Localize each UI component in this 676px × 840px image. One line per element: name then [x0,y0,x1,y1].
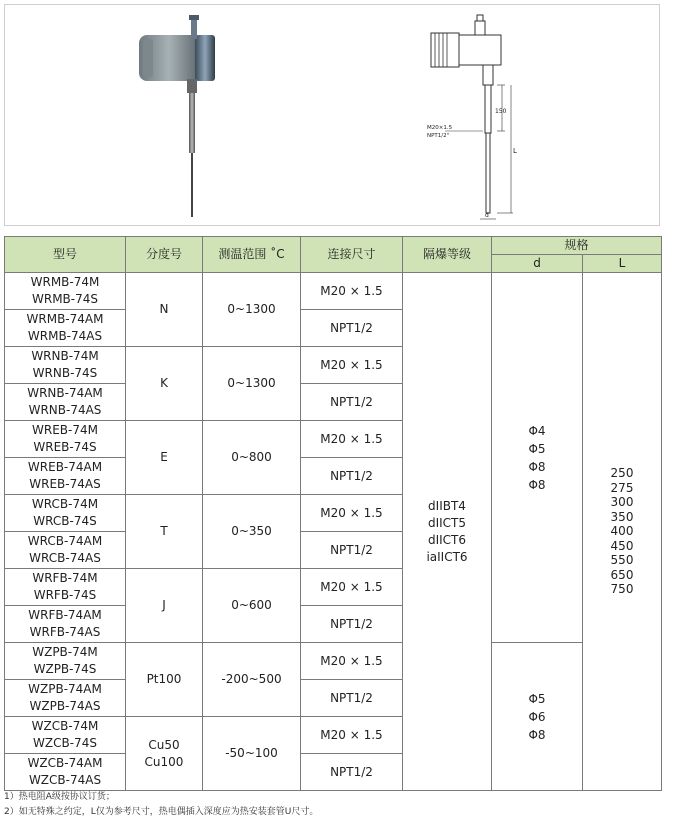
length-value: 350 [610,509,634,524]
model-cell [5,717,126,754]
model-name: WRCB-74M [31,497,99,511]
range-cell: -200~500 [203,643,301,717]
model-name: WZCB-74AS [28,773,102,787]
header-connection: 连接尺寸 [301,237,403,273]
length-value: 275 [610,480,634,495]
model-name: WRFB-74AS [29,625,101,639]
model-name: WRNB-74M [31,349,99,363]
length-value: 650 [610,567,634,582]
header-explosion: 隔爆等级 [403,237,492,273]
model-cell [5,643,126,680]
model-name: WRNB-74S [32,366,98,380]
model-name: WRMB-74S [31,292,98,306]
model-name: WRNB-74AS [28,403,102,417]
model-cell [5,680,126,717]
graduation-cell: N [126,273,203,347]
dim-d: d [485,212,489,219]
thread-npt: NPT1/2" [427,133,450,139]
graduation-line: Cu100 [144,754,184,769]
model-name: WREB-74AM [27,460,103,474]
dimension-drawing [425,13,535,225]
model-cell [5,273,126,310]
dim-L: L [513,147,517,155]
connection-cell: M20 × 1.5 [301,569,403,606]
model-cell [5,347,126,384]
range-cell: 0~600 [203,569,301,643]
connection-cell: NPT1/2 [301,384,403,421]
model-name: WRMB-74AM [26,312,104,326]
header-d: d [492,255,583,273]
diameter-value: Φ4 [528,423,546,438]
connection-cell: NPT1/2 [301,680,403,717]
model-name: WRCB-74S [33,514,97,528]
graduation-cell: E [126,421,203,495]
length-cell [583,273,662,791]
diameter-cell-thermocouple [492,273,583,643]
model-name: WRFB-74AM [28,608,102,622]
product-image-panel [4,4,660,226]
model-name: WZPB-74M [32,645,98,659]
graduation-cell [126,717,203,791]
length-value: 750 [610,582,634,597]
graduation-cell: Pt100 [126,643,203,717]
diameter-value: Φ5 [528,691,546,706]
diameter-cell-rtd [492,643,583,791]
diameter-value: Φ5 [528,441,546,456]
table-row [5,643,662,680]
model-cell [5,606,126,643]
range-cell: 0~1300 [203,273,301,347]
range-cell: -50~100 [203,717,301,791]
diameter-value: Φ8 [528,727,546,742]
model-cell [5,532,126,569]
header-graduation: 分度号 [126,237,203,273]
note-2: 2）如无特殊之约定，L仅为参考尺寸，热电偶插入深度应为热安装套管U尺寸。 [4,807,319,817]
model-cell [5,458,126,495]
model-name: WZCB-74AM [27,756,103,770]
model-name: WREB-74S [33,440,97,454]
explosion-grade-cell [403,273,492,791]
spec-table [4,236,662,791]
diameter-value: Φ6 [528,709,546,724]
graduation-cell: T [126,495,203,569]
model-name: WZCB-74M [31,719,99,733]
connection-cell: M20 × 1.5 [301,495,403,532]
dim-150: 150 [495,108,507,115]
model-cell [5,754,126,791]
length-value: 400 [610,524,634,539]
connection-cell: M20 × 1.5 [301,273,403,310]
model-cell [5,421,126,458]
model-name: WRMB-74M [30,275,100,289]
connection-cell: M20 × 1.5 [301,643,403,680]
diameter-value: Φ8 [528,477,546,492]
note-1: 1）热电阻A级按协议订货； [4,792,115,802]
connection-cell: NPT1/2 [301,606,403,643]
connection-cell: NPT1/2 [301,458,403,495]
graduation-line: Cu50 [148,737,180,752]
model-name: WZPB-74AM [28,682,102,696]
header-range: 测温范围 ˚C [203,237,301,273]
model-name: WZPB-74S [33,662,97,676]
diameter-value: Φ8 [528,459,546,474]
model-name: WRCB-74AS [29,551,101,565]
connection-cell: NPT1/2 [301,754,403,791]
model-name: WRNB-74AM [27,386,103,400]
length-value: 550 [610,553,634,568]
model-name: WRFB-74S [33,588,97,602]
product-photo [135,13,245,223]
graduation-cell: K [126,347,203,421]
length-value: 450 [610,538,634,553]
model-name: WRFB-74M [32,571,98,585]
model-name: WRCB-74AM [27,534,103,548]
model-cell [5,569,126,606]
range-cell: 0~350 [203,495,301,569]
connection-cell: M20 × 1.5 [301,347,403,384]
connection-cell: NPT1/2 [301,532,403,569]
explosion-grade: dIIBT4 [428,498,466,513]
range-cell: 0~800 [203,421,301,495]
range-cell: 0~1300 [203,347,301,421]
connection-cell: M20 × 1.5 [301,717,403,754]
model-name: WREB-74AS [29,477,101,491]
model-cell [5,495,126,532]
model-cell [5,384,126,421]
explosion-grade: iaIICT6 [426,549,468,564]
length-value: 250 [610,466,634,481]
model-name: WREB-74M [32,423,98,437]
header-model: 型号 [5,237,126,273]
connection-cell: NPT1/2 [301,310,403,347]
model-name: WRMB-74AS [27,329,103,343]
length-value: 300 [610,495,634,510]
thread-m: M20×1.5 [427,125,453,131]
connection-cell: M20 × 1.5 [301,421,403,458]
explosion-grade: dIICT6 [427,532,467,547]
model-name: WZCB-74S [33,736,97,750]
header-L: L [583,255,662,273]
explosion-grade: dIICT5 [427,515,467,530]
header-spec: 规格 [492,237,662,255]
graduation-cell: J [126,569,203,643]
notes [4,790,318,820]
table-row [5,273,662,310]
model-cell [5,310,126,347]
model-name: WZPB-74AS [29,699,101,713]
